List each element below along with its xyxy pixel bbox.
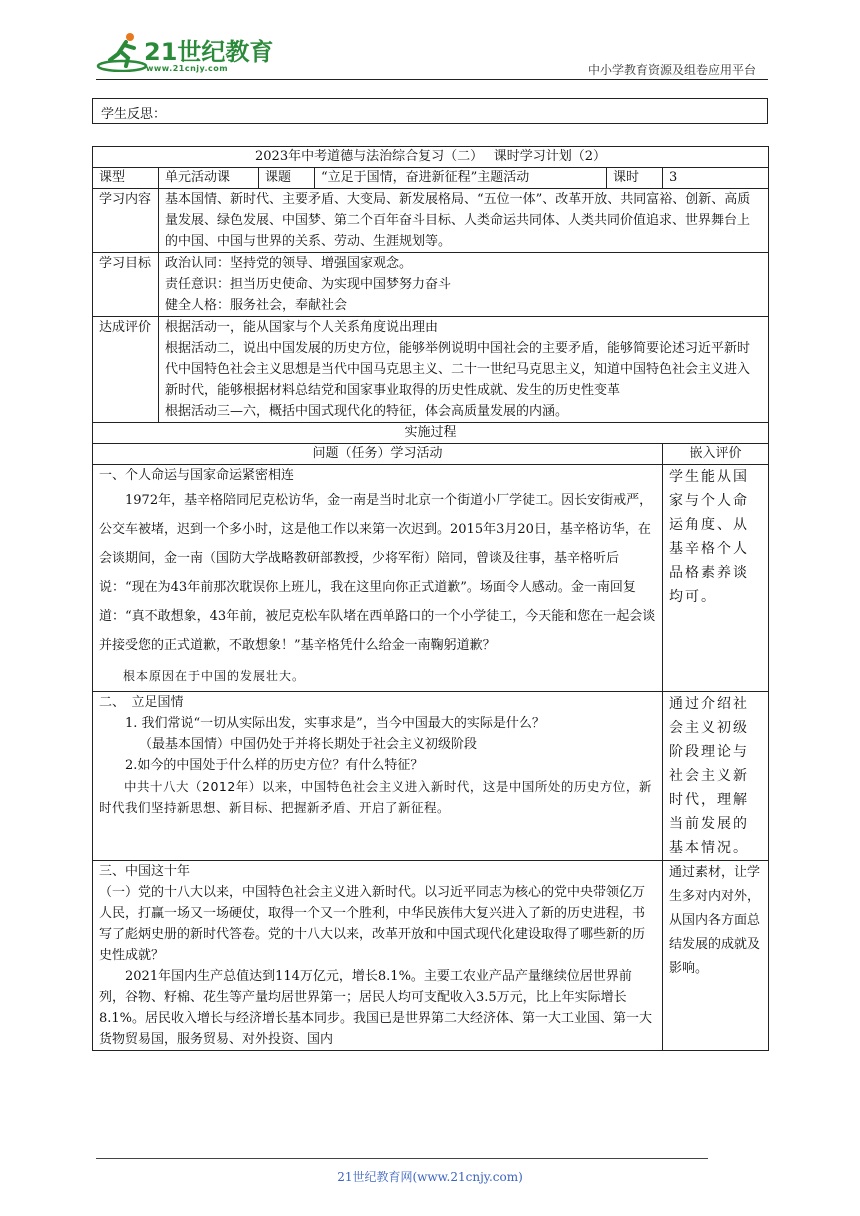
assessment-item: 根据活动二，说出中国发展的历史方位，能够举例说明中国社会的主要矛盾，能够简要论述习近平新时代中国特色社会主义思想是当代中国马克思主义、二十一世纪马克思主义，知道中国特色社会主义进入新时代，能够根据材料总结党和国家事业取得的历史性成就、发生的历史性变革 <box>165 341 751 398</box>
goal-item: 健全人格：服务社会，奉献社会 <box>165 298 348 313</box>
title-row <box>93 147 769 168</box>
assessment-item: 根据活动一，能从国家与个人关系角度说出理由 <box>165 320 439 335</box>
section3-activity <box>93 861 663 1051</box>
content-label: 学习内容 <box>93 189 159 253</box>
assessment-item: 根据活动三—六，概括中国式现代化的特征，体会高质量发展的内涵。 <box>165 404 569 419</box>
section3-paragraph-1: （一）党的十八大以来，中国特色社会主义进入新时代。以习近平同志为核心的党中央带领亿万人民，打赢一场又一场硬仗，取得一个又一个胜利，中华民族伟大复兴进入了新的历史进程，书写了彪炳史册的新时代答卷。党的十八大以来，改革开放和中国式现代化建设取得了哪些新的历史性成就？ <box>99 885 646 963</box>
student-reflection-box <box>92 98 768 124</box>
footer-divider <box>96 1158 708 1159</box>
topic-label: 课题 <box>259 168 315 189</box>
page-header <box>96 28 768 78</box>
section1-text: 1972年，基辛格陪同尼克松访华，金一南是当时北京一个街道小厂学徒工。因长安街戒严，公交车被堵，迟到一个多小时，这是他工作以来第一次迟到。2015年3月20日，基辛格访华，在会谈期间，金一南（国防大学战略教研部教授，少将军衔）陪同，曾谈及往事，基辛格听后说：“现在为43年前那次耽误你上班儿，我在这里向你正式道歉”。场面令人感动。金一南回复道：“真不敢想象，43年前，被尼克松车队堵在西单路口的一个小学徒工，今天能和您在一起会谈并接受您的正式道歉，不敢想象！”基辛格凭什么给金一南鞠躬道歉？ <box>99 493 656 653</box>
content-value: 基本国情、新时代、主要矛盾、大变局、新发展格局、“五位一体”、改革开放、共同富裕、创新、高质量发展、绿色发展、中国梦、第二个百年奋斗目标、人类命运共同体、人类共同价值追求、世界舞台上的中国、中国与世界的关系、劳动、生涯规划等。 <box>159 189 769 253</box>
hours-value: 3 <box>663 168 769 189</box>
logo-text: 21世纪教育 <box>144 38 274 66</box>
logo-url: www.21cnjy.com <box>146 64 229 73</box>
platform-tagline: 中小学教育资源及组卷应用平台 <box>587 63 756 77</box>
hours-label: 课时 <box>607 168 663 189</box>
activity-column-header: 问题（任务）学习活动 <box>93 444 663 465</box>
section2-activity <box>93 692 663 861</box>
section3-paragraph-2: 2021年国内生产总值达到114万亿元，增长8.1%。主要工农业产品产量继续位居世界前列，谷物、籽棉、花生等产量均居世界第一；居民人均可支配收入3.5万元，比上年实际增长8.1%。居民收入增长与经济增长基本同步。我国已是世界第二大经济体、第一大工业国、第一大货物贸易国，服务贸易、对外投资、国内 <box>99 969 653 1047</box>
section2-eval: 通过介绍社会主义初级阶段理论与社会主义新时代，理解当前发展的基本情况。 <box>663 692 769 861</box>
section2-row <box>93 692 769 861</box>
eval-column-header: 嵌入评价 <box>663 444 769 465</box>
section3-eval: 通过素材，让学生多对内对外，从国内各方面总结发展的成就及影响。 <box>663 861 769 1051</box>
goals-list <box>159 253 769 317</box>
section1-answer: 根本原因在于中国的发展壮大。 <box>123 669 306 683</box>
section2-question-1: 1. 我们常说“一切从实际出发，实事求是”，当今中国最大的实际是什么？ <box>125 716 545 731</box>
section1-activity <box>93 465 663 692</box>
section1-heading: 一、个人命运与国家命运紧密相连 <box>99 468 295 483</box>
section2-answer-2: 中共十八大（2012年）以来，中国特色社会主义进入新时代，这是中国所处的历史方位，新时代我们坚持新思想、新目标、把握新矛盾、开启了新征程。 <box>99 779 652 815</box>
topic-value: “立足于国情，奋进新征程”主题活动 <box>315 168 607 189</box>
content-row <box>93 189 769 253</box>
column-header-row <box>93 444 769 465</box>
assessment-row <box>93 317 769 423</box>
section2-answer-1: （最基本国情）中国仍处于并将长期处于社会主义初级阶段 <box>139 737 478 752</box>
assessment-label: 达成评价 <box>93 317 159 423</box>
goals-label: 学习目标 <box>93 253 159 317</box>
header-divider <box>96 79 768 80</box>
reflection-label: 学生反思： <box>101 107 167 122</box>
running-figure-icon <box>96 30 148 72</box>
assessment-list <box>159 317 769 423</box>
lesson-plan-table <box>92 146 769 1051</box>
meta-row <box>93 168 769 189</box>
section2-heading: 二、 立足国情 <box>99 695 184 710</box>
goal-item: 责任意识：担当历史使命、为实现中国梦努力奋斗 <box>165 277 452 292</box>
course-type-label: 课型 <box>93 168 159 189</box>
goal-item: 政治认同：坚持党的领导、增强国家观念。 <box>165 256 413 271</box>
process-title-row <box>93 423 769 444</box>
footer-link[interactable]: 21世纪教育网(www.21cnjy.com) <box>337 1170 523 1184</box>
site-logo[interactable] <box>96 28 276 78</box>
plan-title: 2023年中考道德与法治综合复习（二） 课时学习计划（2） <box>93 147 769 168</box>
section3-heading: 三、中国这十年 <box>99 864 191 879</box>
section3-row <box>93 861 769 1051</box>
section2-question-2: 2.如今的中国处于什么样的历史方位？有什么特征？ <box>125 758 424 773</box>
section1-row <box>93 465 769 692</box>
process-title: 实施过程 <box>93 423 769 444</box>
course-type-value: 单元活动课 <box>159 168 259 189</box>
section1-eval: 学生能从国家与个人命运角度、从基辛格个人品格素养谈均可。 <box>663 465 769 692</box>
goals-row <box>93 253 769 317</box>
